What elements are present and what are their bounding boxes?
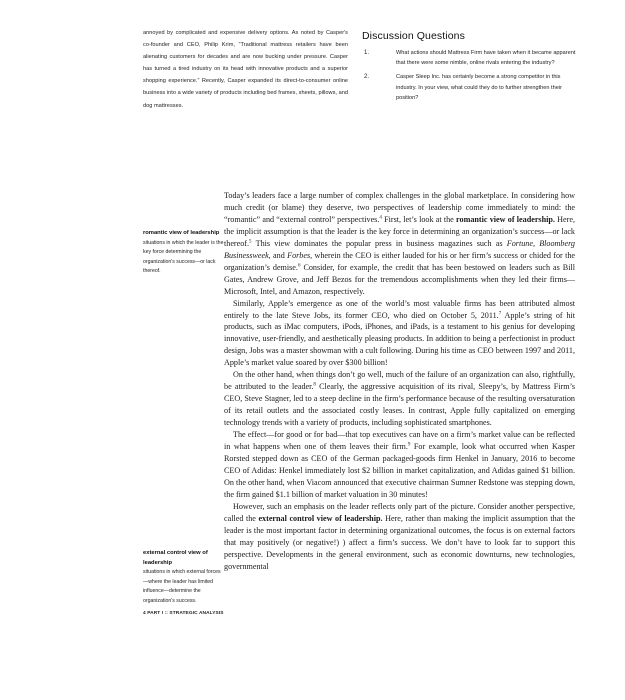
- discussion-title: Discussion Questions: [362, 30, 465, 42]
- key-term: external control view of leadership.: [258, 513, 383, 523]
- margin-definition: situations in which external forces—where the leader has limited influence—determine the organization's success.: [143, 569, 221, 604]
- margin-term: external control view of leadership: [143, 550, 208, 566]
- margin-term: romantic view of leadership: [143, 230, 220, 236]
- question-text: What actions should Mattress Firm have taken when it became apparent that there were some nimble, online rivals entering the industry?: [396, 50, 576, 67]
- discussion-questions: [362, 30, 577, 107]
- question-number: 1.: [364, 50, 370, 56]
- question-text: Casper Sleep Inc. has certainly become a strong competitor in this industry. In your view, what could they do to further strengthen their position?: [396, 74, 562, 101]
- key-term: romantic view of leadership.: [456, 214, 555, 224]
- intro-paragraph: annoyed by complicated and expensive delivery options. As noted by Casper's co-founder and CEO, Philip Krim, “Traditional mattress retailers have been alienating customers for decades and are now bucking under pressure. Casper has turned a tired industry on its head with innovative products and a superior shopping experience.” Recently, Casper expanded its direct-to-consumer online business into a wide variety of products including bed frames, sheets, pillows, and dog mattresses.: [143, 30, 348, 109]
- paragraph: On the other hand, when things don’t go well, much of the failure of an organization can also, rightfully, be attributed to the leader.$^8$ Clearly, the aggressive acquisition of its rival, Sleepy’s, by Mattress Firm’s CEO, Steve Stagner, led to a steep decline in the firm’s performance because of the resulting oversaturation of its retail outlets and the associated costly leases. In contrast, Apple fully capitalized on emerging technology trends with a variety of products, including sophisticated smartphones.: [224, 370, 575, 428]
- margin-definition: situations in which the leader is the key force determining the organization's success—or lack thereof.: [143, 239, 224, 275]
- paragraph: The effect—for good or for bad—that top executives can have on a firm’s market value can be reflected in what happens when one of them leaves their firm.$^9$ For example, look what occurred when Kasper Rorsted stepped down as CEO of the German packaged-goods firm Henkel in January, 2016 to become CEO of Adidas: Henkel immediately lost $2 billion in market capitalization, and Adidas gained $1 billion. On the other hand, when Viacom announced that executive chairman Sumner Redstone was stepping down, the firm gained $1.1 billion of market valuation in 30 minutes!: [224, 430, 576, 499]
- body-text: [224, 190, 575, 573]
- paragraph: Similarly, Apple’s emergence as one of the world’s most valuable firms has been attributed almost entirely to the late Steve Jobs, its former CEO, who died on October 5, 2011.$^7$ Apple’s string of hit products, such as iMac computers, iPods, iPhones, and iPads, is a testament to his genius for developing innovative, user-friendly, and aesthetically pleasing products. In addition to being a perfectionist in product design, Jobs was a master showman with a cult following. During his time as CEO between 1997 and 2011, Apple’s market value soared by over $300 billion!: [224, 298, 575, 368]
- paragraph: Today’s leaders face a large number of complex challenges in the global marketplace. In considering how much credit (or blame) they deserve, two perspectives of leadership come immediately to mind: the “romantic” and “external control” perspectives.$^4$ First, let’s look at the romantic view of leadership. Here, the implicit assumption is that the leader is the key force in determining an organization’s success—or lack thereof.$^5$ This view dominates the popular press in business magazines such as Fortune, Bloomberg Businessweek, and Forbes, wherein the CEO is either lauded for his or her firm’s success or chided for the organization’s demise.$^6$ Consider, for example, the credit that has been bestowed on leaders such as Bill Gates, Andrew Grove, and Jeff Bezos for the tremendous accomplishments when they led their firms—Microsoft, Intel, and Amazon, respectively.: [224, 191, 575, 296]
- paragraph: However, such an emphasis on the leader reflects only part of the picture. Consider another perspective, called the external control view of leadership. Here, rather than making the implicit assumption that the leader is the most important factor in determining organizational outcomes, the focus is on external factors that may positively (or negative!) ) affect a firm’s success. We don’t have to look far to support this perspective. Developments in the general environment, such as economic downturns, new technologies, governmental: [224, 501, 576, 571]
- margin-note-romantic: [143, 229, 225, 277]
- question-item: [362, 48, 577, 68]
- page-footer: 4 PART I :: STRATEGIC ANALYSIS: [143, 611, 224, 616]
- margin-note-external: [143, 549, 225, 607]
- question-item: [362, 72, 577, 103]
- question-number: 2.: [364, 74, 370, 81]
